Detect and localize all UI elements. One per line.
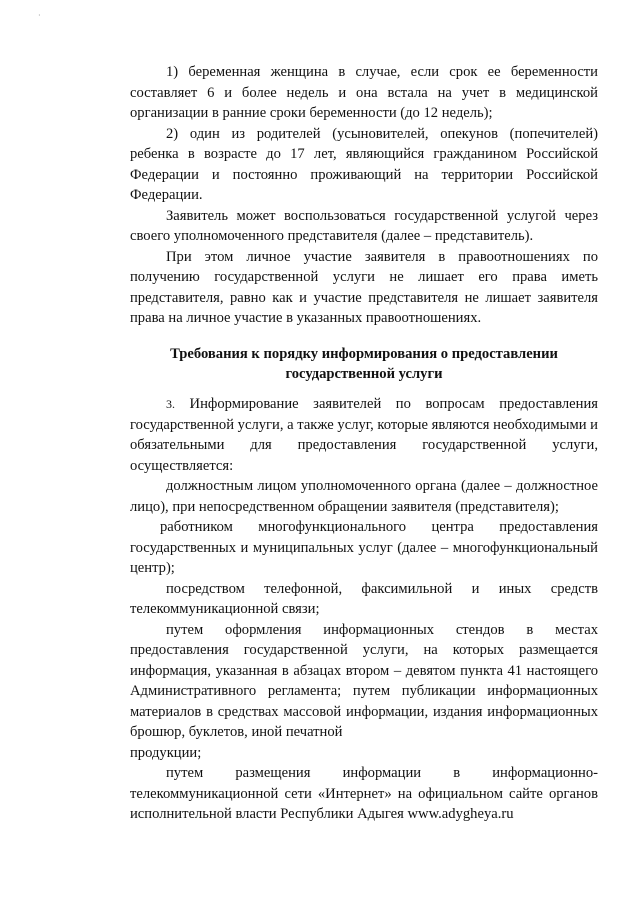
section-heading-block bbox=[130, 344, 598, 384]
paragraph-internet: путем размещения информации в информационно-телекоммуникационной сети «Интернет» на официальном сайте органов исполнительной власти Республики Адыгея www.adygheya.ru bbox=[130, 765, 598, 822]
section-heading-line-2: государственной услуги bbox=[285, 366, 443, 382]
paragraph-parent: 2) один из родителей (усыновителей, опекунов (попечителей) ребенка в возрасте до 17 лет, являющийся гражданином Российской Федерации и постоянно проживающий на территории Российской Федерации. bbox=[130, 125, 598, 203]
paragraph-telecom: посредством телефонной, факсимильной и иных средств телекоммуникационной связи; bbox=[130, 580, 598, 617]
section-heading-line-1: Требования к порядку информирования о предоставлении bbox=[170, 346, 558, 362]
paragraph-representative: Заявитель может воспользоваться государственной услугой через своего уполномоченного представителя (далее – представитель). bbox=[130, 207, 598, 244]
informing-methods-list bbox=[130, 394, 598, 825]
paragraph-informing-intro-text: Информирование заявителей по вопросам предоставления государственной услуги, а также услуг, которые являются необходимыми и обязательными для предоставления государственной услуги, осуществляется: bbox=[130, 396, 598, 474]
paragraph-pregnant-woman: 1) беременная женщина в случае, если срок ее беременности составляет 6 и более недель и она встала на учет в медицинской организации в ранние сроки беременности (до 12 недель); bbox=[130, 64, 598, 121]
paragraph-mfc-worker: работником многофункционального центра предоставления государственных и муниципальных услуг (далее – многофункциональный центр); bbox=[130, 519, 598, 576]
clause-number: 3. bbox=[166, 397, 175, 411]
paragraph-official: должностным лицом уполномоченного органа (далее – должностное лицо), при непосредственном обращении заявителя (представителя); bbox=[130, 478, 598, 515]
applicants-list bbox=[130, 62, 598, 329]
paragraph-stands-publications: путем оформления информационных стендов в местах предоставления государственной услуги, на которых размещается информация, указанная в абзацах втором – девятом пункта 41 настоящего Административного регламента; путем публикации информационных материалов в средствах массовой информации, издания информационных брошюр, буклетов, иной печатной bbox=[130, 621, 598, 740]
scan-corner-mark: · bbox=[38, 11, 41, 20]
paragraph-personal-participation: При этом личное участие заявителя в правоотношениях по получению государственной услуги не лишает его права иметь представителя, равно как и участие представителя не лишает заявителя права на личное участие в указанных правоотношениях. bbox=[130, 248, 598, 326]
paragraph-stands-publications-end: продукции; bbox=[130, 744, 202, 761]
paragraph-informing-intro bbox=[130, 394, 598, 476]
